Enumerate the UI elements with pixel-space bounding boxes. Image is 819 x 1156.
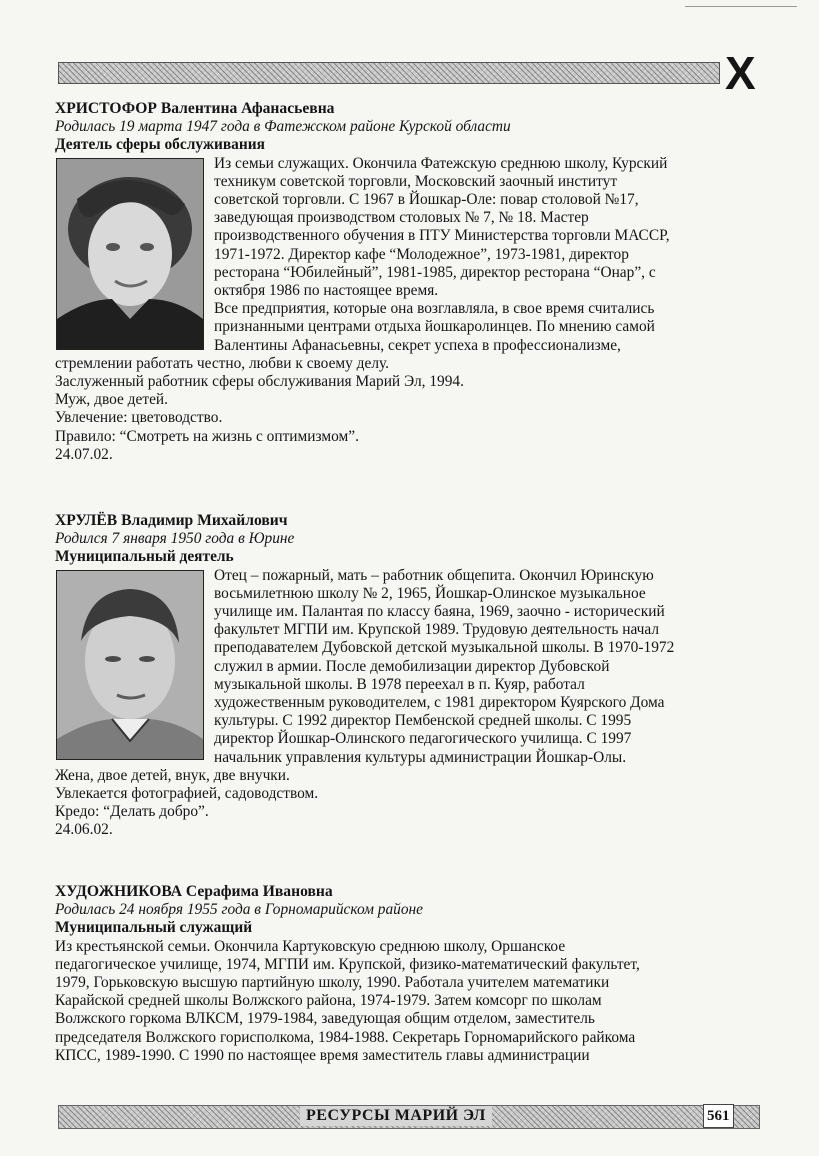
- birth-info: Родилась 19 марта 1947 года в Фатежском районе Курской области: [55, 118, 511, 136]
- role-title: Деятель сферы обслуживания: [55, 136, 265, 154]
- entry-khudozhnikova: [55, 883, 767, 1065]
- entry-name: ХУДОЖНИКОВА Серафима Ивановна: [55, 883, 333, 900]
- entry-khristofor: [55, 100, 767, 464]
- entry-name: ХРИСТОФОР Валентина Афанасьевна: [55, 100, 335, 117]
- section-letter: Х: [725, 47, 756, 99]
- portrait-photo: [56, 570, 204, 760]
- birth-info: Родилась 24 ноября 1955 года в Горномарийском районе: [55, 901, 423, 919]
- page-number: 561: [703, 1104, 734, 1128]
- bio-side-text: Из семьи служащих. Окончила Фатежскую среднюю школу, Курский техникум советской торговли, Московский заочный институт советской торговли. С 1967 в Йошкар-Оле: повар столовой №17, заведующая производством столовых № 7, № 18. Мастер производственного обучения в ПТУ Министерства торговли МАССР, 1971-1972. Директор кафе “Молодежное”, 1973-1981, директор ресторана “Юбилейный”, 1981-1985, директор ресторана “Онар”, с октября 1986 по настоящее время. Все предприятия, которые она возглавляла, в свое время считались признанными центрами отдыха йошкаролинцев. По мнению самой Валентины Афанасьевны, секрет успеха в профессионализме,: [214, 154, 670, 354]
- footer-title: РЕСУРСЫ МАРИЙ ЭЛ: [300, 1106, 492, 1126]
- bio-full-text: Жена, двое детей, внук, две внучки. Увлекается фотографией, садоводством. Кредо: “Делать добро”. 24.06.02.: [55, 766, 319, 839]
- bio-side-text: Отец – пожарный, мать – работник общепита. Окончил Юринскую восьмилетнюю школу № 2, 1965, Йошкар-Олинское музыкальное училище им. Палантая по классу баяна, 1969, заочно - исторический факультет МГПИ им. Крупской 1989. Трудовую деятельность начал преподавателем Дубовской детской музыкальной школы. В 1970-1972 служил в армии. После демобилизации директор Дубовской музыкальной школы. В 1978 переехал в п. Куяр, работал художественным руководителем, с 1981 директором Куярского Дома культуры. С 1992 директор Пембенской средней школы. С 1995 директор Йошкар-Олинского педагогического училища. С 1997 начальник управления культуры администрации Йошкар-Олы.: [214, 566, 675, 766]
- birth-info: Родился 7 января 1950 года в Юрине: [55, 530, 295, 548]
- portrait-photo: [56, 158, 204, 350]
- entry-name: ХРУЛЁВ Владимир Михайлович: [55, 512, 288, 529]
- bio-full-text: стремлении работать честно, любви к своему делу. Заслуженный работник сферы обслуживания Марий Эл, 1994. Муж, двое детей. Увлечение: цветоводство. Правило: “Смотреть на жизнь с оптимизмом”. 24.07.02.: [55, 354, 464, 463]
- bio-full-text: Из крестьянской семьи. Окончила Картуковскую среднюю школу, Оршанское педагогическое училище, 1974, МГПИ им. Крупской, физико-математический факультет, 1979, Горьковскую высшую партийную школу, 1990. Работала учителем математики Карайской средней школы Волжского района, 1974-1979. Затем комсорг по школам Волжского горкома ВЛКСМ, 1979-1984, заведующая общим отделом, заместитель председателя Волжского горисполкома, 1984-1988. Секретарь Горномарийского райкома КПСС, 1989-1990. С 1990 по настоящее время заместитель главы администрации: [55, 937, 640, 1064]
- entry-khrulev: [55, 512, 767, 840]
- role-title: Муниципальный служащий: [55, 919, 253, 937]
- role-title: Муниципальный деятель: [55, 548, 234, 566]
- header-bar: [58, 62, 720, 84]
- top-rule: [685, 6, 797, 7]
